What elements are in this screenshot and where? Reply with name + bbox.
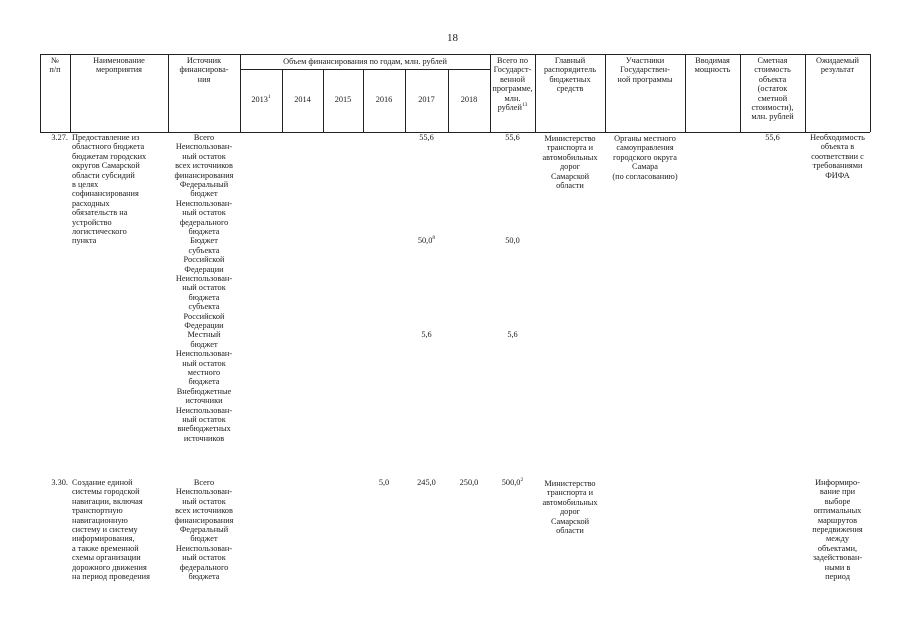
header-capacity: Вводимая мощность	[694, 56, 731, 75]
column-rule	[490, 54, 491, 132]
header-main-manager: Главный распорядитель бюджетных средств	[544, 56, 596, 94]
row-number: 3.27.	[51, 133, 68, 142]
row-name: Предоставление из областного бюджета бюджетам городских округов Самарской области субсидий в целях софинансирования расходных обязательств на устройство логистического пункта	[72, 133, 147, 246]
main-manager-cell: Министерство транспорта и автомобильных дорог Самарской области	[542, 134, 598, 191]
source-cell: Всего	[193, 133, 215, 142]
source-cell: Неиспользован- ный остаток внебюджетных источников	[175, 405, 233, 443]
value-total: 500,0$^2$	[501, 477, 524, 487]
table-rule	[240, 69, 490, 70]
header-estimated-cost: Сметная стоимость объекта (остаток сметной стоимости), млн. рублей	[751, 56, 794, 122]
source-cell: Внебюджетные источники	[176, 386, 232, 406]
column-rule	[405, 69, 406, 132]
table-rule	[40, 54, 870, 55]
source-cell: Бюджет субъекта Российской Федерации	[183, 236, 225, 274]
header-year-2017: 2017	[418, 95, 435, 104]
header-participants: Участники Государствен- ной программы	[617, 56, 673, 84]
source-cell: Местный бюджет	[187, 330, 221, 349]
column-rule	[870, 54, 871, 132]
header-result: Ожидаемый результат	[815, 56, 860, 75]
page-number: 18	[447, 32, 458, 44]
result-cell: Необходимость объекта в соответствии с требованиями ФИФА	[810, 133, 865, 180]
value-2016: 5,0	[378, 478, 390, 487]
value-2017: 55,6	[419, 133, 434, 142]
source-cell: Неиспользован- ный остаток всех источников финансирования	[174, 142, 234, 180]
header-year-2014: 2014	[294, 95, 311, 104]
footnote-mark: 13	[521, 102, 528, 109]
value-total: 5,6	[507, 330, 518, 340]
header-volume: Объем финансирования по годам, млн. рублей	[283, 57, 447, 66]
footnote-mark: 2	[520, 477, 524, 484]
estimated-cost-cell: 55,6	[765, 133, 780, 142]
source-cell: Федеральный бюджет	[179, 180, 229, 199]
value-2018: 250,0	[459, 478, 479, 487]
header-name: Наименование мероприятия	[93, 56, 145, 75]
main-manager-cell: Министерство транспорта и автомобильных дорог Самарской области	[542, 479, 598, 536]
source-cell: Неиспользован- ный остаток федерального бюджета	[175, 543, 233, 582]
value-total: 55,6	[505, 133, 520, 142]
source-cell: Неиспользован- ный остаток бюджета субъекта Российской Федерации	[175, 274, 233, 331]
column-rule	[740, 54, 741, 132]
header-year-2016: 2016	[375, 95, 393, 104]
column-rule	[70, 54, 71, 132]
column-rule	[685, 54, 686, 132]
source-cell: Неиспользован- ный остаток местного бюджета	[175, 349, 233, 387]
footnote-mark: 8	[432, 235, 436, 242]
header-total: Всего по Государст- венной программе, млн. рублей$^{13}$	[492, 56, 533, 113]
header-source: Источник финансирова- ния	[179, 56, 229, 84]
header-number: № п/п	[49, 56, 61, 75]
row-name: Создание единой системы городской навигации, включая транспортную навигационную систему и систему информирования, а также временной схемы организации дорожного движения на период проведения	[72, 478, 150, 582]
header-year-2015: 2015	[334, 95, 352, 104]
column-rule	[805, 54, 806, 132]
footnote-mark: 1	[267, 94, 271, 101]
source-cell: Неиспользован- ный остаток федерального бюджета	[175, 198, 233, 237]
column-rule	[282, 69, 283, 132]
participants-cell: Органы местного самоуправления городского округа Самара (по согласованию)	[612, 134, 678, 181]
row-number: 3.30.	[51, 478, 68, 487]
column-rule	[535, 54, 536, 132]
value-2017: 50,0$^8$	[417, 235, 436, 246]
column-rule	[40, 54, 41, 132]
result-cell: Информиро- вание при выборе оптимальных маршрутов передвижения между объектами, задействован- ными в период	[812, 478, 863, 582]
value-2017: 245,0	[417, 478, 436, 487]
column-rule	[323, 69, 324, 132]
column-rule	[240, 54, 241, 132]
column-rule	[168, 54, 169, 132]
value-total: 50,0	[505, 236, 520, 246]
source-cell: Федеральный бюджет	[179, 525, 229, 544]
header-year-2013: 2013$^1$	[251, 94, 271, 104]
column-rule	[363, 69, 364, 132]
header-year-2018: 2018	[460, 95, 478, 104]
source-cell: Неиспользован- ный остаток всех источников финансирования	[174, 487, 234, 525]
column-rule	[605, 54, 606, 132]
value-2017: 5,6	[421, 330, 432, 340]
source-cell: Всего	[193, 478, 215, 487]
column-rule	[448, 69, 449, 132]
